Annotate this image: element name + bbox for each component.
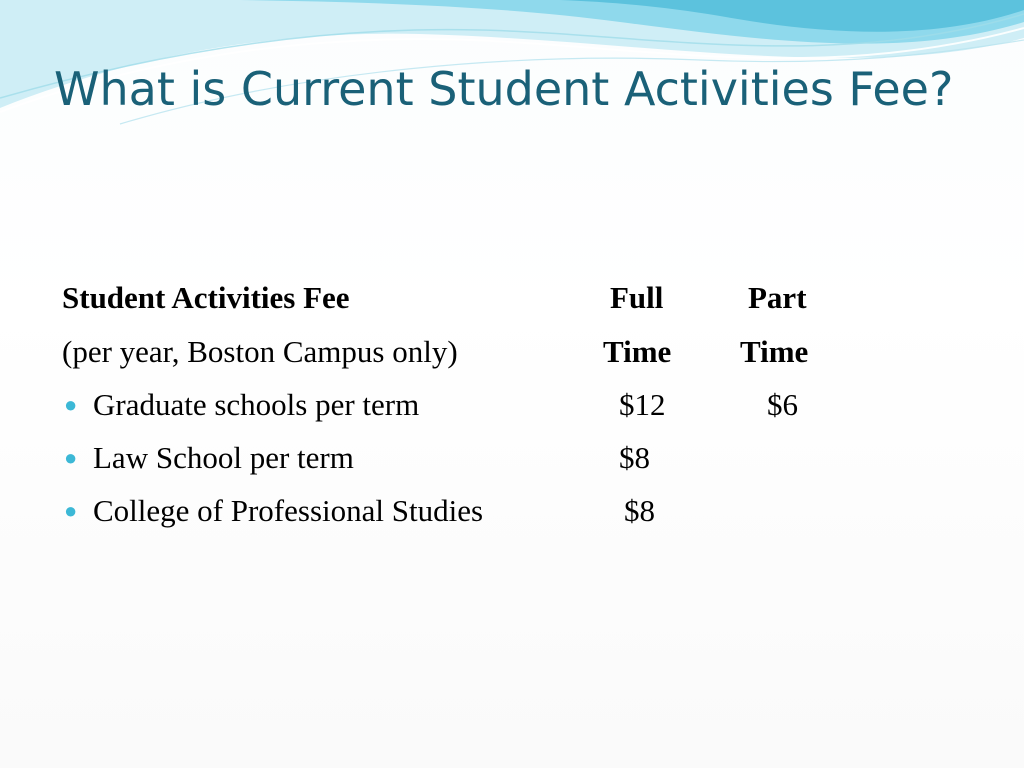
- bullet-icon: ●: [64, 445, 78, 470]
- fee-row-label: Graduate schools per term: [93, 387, 420, 422]
- fee-row-full-time: $8: [619, 440, 650, 475]
- fee-row-part-time: $6: [767, 387, 798, 422]
- header-full-time-line-2: Time: [603, 334, 672, 369]
- fee-row: [0, 438, 1024, 478]
- header-label-line-2: (per year, Boston Campus only): [62, 334, 458, 369]
- header-label-line-1: Student Activities Fee: [62, 280, 350, 315]
- fee-row: [0, 491, 1024, 531]
- fee-header-row-1: [0, 278, 1024, 318]
- fee-row-label: Law School per term: [93, 440, 354, 475]
- header-full-time-line-1: Full: [610, 280, 664, 315]
- bullet-icon: ●: [64, 392, 78, 417]
- bullet-icon: ●: [64, 498, 78, 523]
- fee-row-full-time: $12: [619, 387, 666, 422]
- slide-title: What is Current Student Activities Fee?: [54, 62, 954, 116]
- fee-row-label: College of Professional Studies: [93, 493, 484, 528]
- fee-row: [0, 385, 1024, 425]
- header-part-time-line-1: Part: [748, 280, 807, 315]
- fee-row-full-time: $8: [624, 493, 655, 528]
- fee-header-row-2: [0, 332, 1024, 372]
- header-part-time-line-2: Time: [740, 334, 809, 369]
